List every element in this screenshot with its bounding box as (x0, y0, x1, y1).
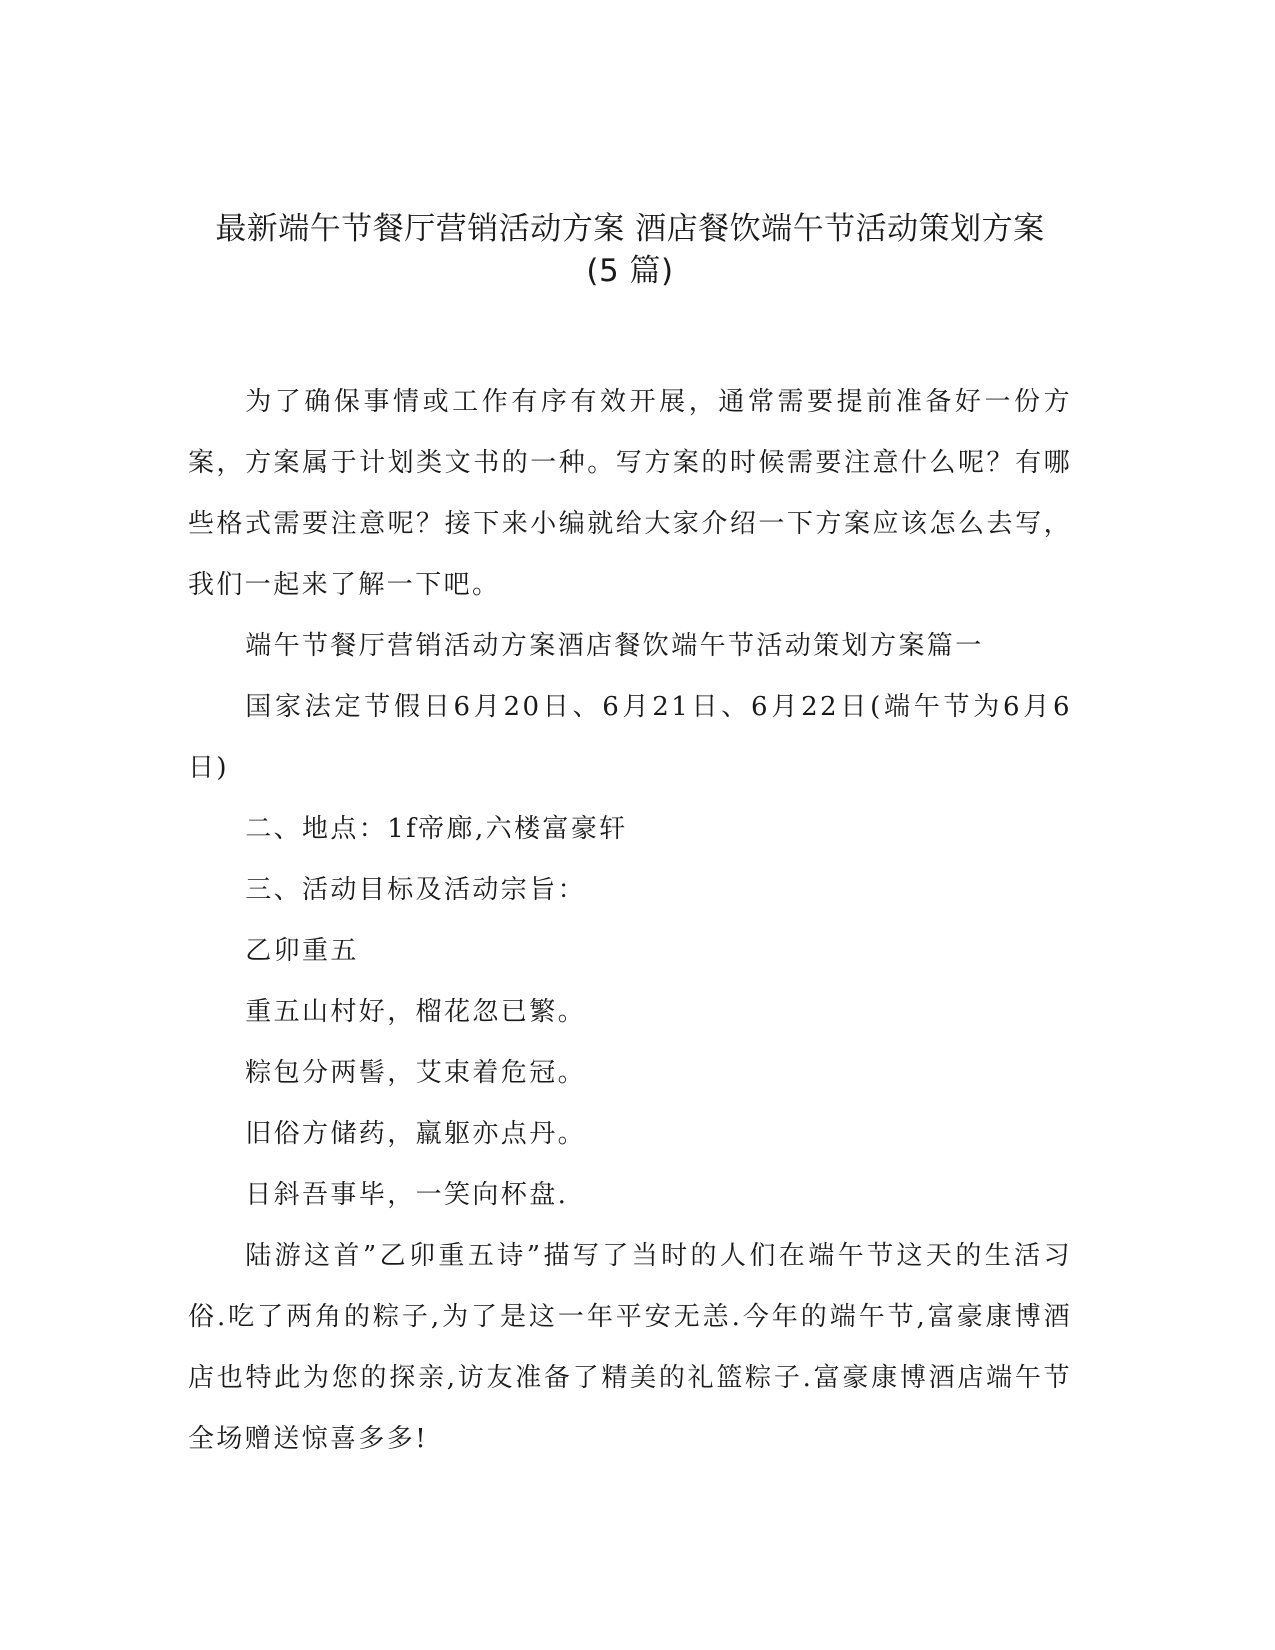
intro-paragraph: 为了确保事情或工作有序有效开展，通常需要提前准备好一份方案，方案属于计划类文书的一种。写方案的时候需要注意什么呢？有哪些格式需要注意呢？接下来小编就给大家介绍一下方案应该怎么去写，我们一起来了解一下吧。 (188, 387, 1072, 600)
document-title (180, 208, 1080, 292)
poem-line: 旧俗方储药，羸躯亦点丹。 (245, 1119, 586, 1149)
poem-line: 粽包分两髻，艾束着危冠。 (245, 1058, 586, 1088)
title-line-2: (5 篇) (586, 253, 674, 289)
document-body (188, 372, 1072, 1470)
title-line-1: 最新端午节餐厅营销活动方案 酒店餐饮端午节活动策划方案 (215, 211, 1045, 247)
date-paragraph: 国家法定节假日6月20日、6月21日、6月22日(端午节为6月6日) (188, 692, 1072, 783)
poem-line: 日斜吾事毕，一笑向杯盘. (245, 1180, 569, 1210)
poem-line: 重五山村好，榴花忽已繁。 (245, 997, 586, 1027)
goals-heading: 三、活动目标及活动宗旨： (245, 875, 586, 905)
poem-title: 乙卯重五 (245, 936, 359, 966)
location-paragraph: 二、地点：1f帝廊,六楼富豪轩 (245, 814, 628, 844)
section-heading: 端午节餐厅营销活动方案酒店餐饮端午节活动策划方案篇一 (245, 631, 984, 661)
closing-paragraph: 陆游这首”乙卯重五诗”描写了当时的人们在端午节这天的生活习俗.吃了两角的粽子,为了是这一年平安无恙.今年的端午节,富豪康博酒店也特此为您的探亲,访友准备了精美的礼篮粽子.富豪康博酒店端午节全场赠送惊喜多多! (188, 1241, 1072, 1454)
